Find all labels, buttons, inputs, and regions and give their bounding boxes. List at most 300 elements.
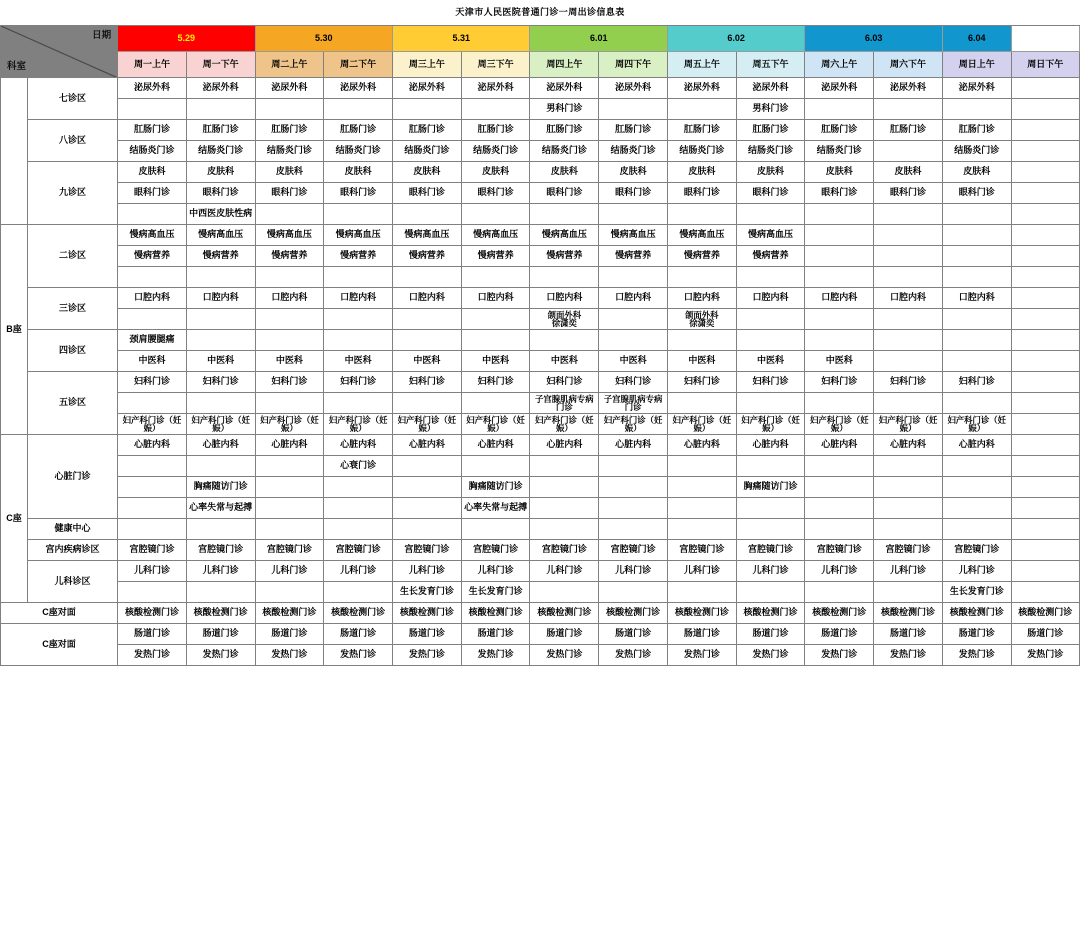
schedule-cell[interactable] bbox=[324, 477, 393, 498]
schedule-cell[interactable]: 慢病营养 bbox=[255, 246, 324, 267]
schedule-cell[interactable]: 妇产科门诊（妊娠） bbox=[461, 414, 530, 435]
schedule-cell[interactable]: 中医科 bbox=[255, 351, 324, 372]
day-column-header-1[interactable]: 周一上午 bbox=[118, 52, 187, 78]
schedule-cell[interactable] bbox=[393, 204, 462, 225]
schedule-cell[interactable]: 发热门诊 bbox=[186, 645, 255, 666]
schedule-cell[interactable] bbox=[118, 456, 187, 477]
day-column-header-5[interactable]: 周三上午 bbox=[393, 52, 462, 78]
schedule-cell[interactable]: 子宫腺肌病专病门诊 bbox=[530, 393, 599, 414]
schedule-cell[interactable] bbox=[324, 519, 393, 540]
schedule-cell[interactable]: 口腔内科 bbox=[599, 288, 668, 309]
schedule-cell[interactable] bbox=[255, 582, 324, 603]
schedule-cell[interactable] bbox=[942, 498, 1011, 519]
schedule-cell[interactable] bbox=[599, 519, 668, 540]
schedule-cell[interactable]: 慢病营养 bbox=[667, 246, 736, 267]
schedule-cell[interactable]: 口腔内科 bbox=[736, 288, 805, 309]
schedule-cell[interactable]: 发热门诊 bbox=[118, 645, 187, 666]
schedule-cell[interactable] bbox=[942, 351, 1011, 372]
schedule-cell[interactable] bbox=[667, 498, 736, 519]
schedule-cell[interactable] bbox=[461, 330, 530, 351]
schedule-cell[interactable]: 心脏内科 bbox=[186, 435, 255, 456]
schedule-cell[interactable] bbox=[530, 204, 599, 225]
schedule-cell[interactable] bbox=[805, 498, 874, 519]
schedule-cell[interactable] bbox=[1011, 519, 1079, 540]
schedule-cell[interactable]: 生长发育门诊 bbox=[393, 582, 462, 603]
schedule-cell[interactable]: 泌尿外科 bbox=[186, 78, 255, 99]
schedule-cell[interactable]: 儿科门诊 bbox=[805, 561, 874, 582]
schedule-cell[interactable]: 中医科 bbox=[805, 351, 874, 372]
schedule-cell[interactable]: 中医科 bbox=[186, 351, 255, 372]
schedule-cell[interactable]: 妇科门诊 bbox=[736, 372, 805, 393]
schedule-cell[interactable]: 宫腔镜门诊 bbox=[874, 540, 943, 561]
schedule-cell[interactable] bbox=[874, 309, 943, 330]
schedule-cell[interactable]: 口腔内科 bbox=[118, 288, 187, 309]
schedule-cell[interactable] bbox=[805, 204, 874, 225]
schedule-cell[interactable] bbox=[393, 393, 462, 414]
schedule-cell[interactable]: 肛肠门诊 bbox=[667, 120, 736, 141]
schedule-cell[interactable]: 妇科门诊 bbox=[255, 372, 324, 393]
schedule-cell[interactable] bbox=[1011, 309, 1079, 330]
schedule-cell[interactable]: 发热门诊 bbox=[874, 645, 943, 666]
schedule-cell[interactable]: 宫腔镜门诊 bbox=[805, 540, 874, 561]
schedule-cell[interactable]: 中医科 bbox=[736, 351, 805, 372]
schedule-cell[interactable]: 发热门诊 bbox=[1011, 645, 1079, 666]
schedule-cell[interactable] bbox=[393, 519, 462, 540]
schedule-cell[interactable] bbox=[393, 330, 462, 351]
schedule-cell[interactable] bbox=[874, 393, 943, 414]
day-column-header-4[interactable]: 周二下午 bbox=[324, 52, 393, 78]
schedule-cell[interactable] bbox=[874, 519, 943, 540]
schedule-cell[interactable] bbox=[1011, 477, 1079, 498]
day-column-header-13[interactable]: 周日上午 bbox=[942, 52, 1011, 78]
schedule-cell[interactable]: 中医科 bbox=[461, 351, 530, 372]
schedule-cell[interactable]: 皮肤科 bbox=[255, 162, 324, 183]
schedule-cell[interactable]: 宫腔镜门诊 bbox=[393, 540, 462, 561]
schedule-cell[interactable]: 发热门诊 bbox=[530, 645, 599, 666]
schedule-cell[interactable]: 胸痛随访门诊 bbox=[186, 477, 255, 498]
schedule-cell[interactable]: 颌面外科 徐潇奕 bbox=[667, 309, 736, 330]
schedule-cell[interactable]: 胸痛随访门诊 bbox=[461, 477, 530, 498]
schedule-cell[interactable]: 心脏内科 bbox=[255, 435, 324, 456]
schedule-cell[interactable] bbox=[1011, 540, 1079, 561]
schedule-cell[interactable]: 妇科门诊 bbox=[599, 372, 668, 393]
schedule-cell[interactable] bbox=[805, 477, 874, 498]
schedule-cell[interactable]: 宫腔镜门诊 bbox=[942, 540, 1011, 561]
schedule-cell[interactable]: 肛肠门诊 bbox=[874, 120, 943, 141]
schedule-cell[interactable]: 肠道门诊 bbox=[118, 624, 187, 645]
schedule-cell[interactable]: 核酸检测门诊 bbox=[530, 603, 599, 624]
schedule-cell[interactable]: 心脏内科 bbox=[599, 435, 668, 456]
schedule-cell[interactable]: 皮肤科 bbox=[942, 162, 1011, 183]
schedule-cell[interactable] bbox=[255, 204, 324, 225]
schedule-cell[interactable]: 妇科门诊 bbox=[667, 372, 736, 393]
schedule-cell[interactable]: 肛肠门诊 bbox=[255, 120, 324, 141]
schedule-cell[interactable] bbox=[1011, 246, 1079, 267]
schedule-cell[interactable] bbox=[1011, 78, 1079, 99]
schedule-cell[interactable]: 慢病高血压 bbox=[186, 225, 255, 246]
schedule-cell[interactable] bbox=[874, 351, 943, 372]
schedule-cell[interactable] bbox=[942, 204, 1011, 225]
schedule-cell[interactable]: 发热门诊 bbox=[324, 645, 393, 666]
schedule-cell[interactable]: 皮肤科 bbox=[599, 162, 668, 183]
schedule-cell[interactable]: 中医科 bbox=[667, 351, 736, 372]
schedule-cell[interactable]: 眼科门诊 bbox=[599, 183, 668, 204]
schedule-cell[interactable]: 发热门诊 bbox=[805, 645, 874, 666]
schedule-cell[interactable]: 心率失常与起搏 bbox=[186, 498, 255, 519]
schedule-cell[interactable] bbox=[805, 267, 874, 288]
schedule-cell[interactable] bbox=[530, 477, 599, 498]
schedule-cell[interactable]: 核酸检测门诊 bbox=[599, 603, 668, 624]
schedule-cell[interactable]: 结肠炎门诊 bbox=[186, 141, 255, 162]
schedule-cell[interactable]: 妇产科门诊（妊娠） bbox=[805, 414, 874, 435]
schedule-cell[interactable] bbox=[805, 309, 874, 330]
schedule-cell[interactable] bbox=[942, 246, 1011, 267]
schedule-cell[interactable]: 慢病营养 bbox=[599, 246, 668, 267]
schedule-cell[interactable] bbox=[599, 582, 668, 603]
schedule-cell[interactable]: 核酸检测门诊 bbox=[461, 603, 530, 624]
schedule-cell[interactable] bbox=[461, 519, 530, 540]
schedule-cell[interactable]: 儿科门诊 bbox=[186, 561, 255, 582]
schedule-cell[interactable]: 慢病高血压 bbox=[393, 225, 462, 246]
schedule-cell[interactable]: 肠道门诊 bbox=[530, 624, 599, 645]
schedule-cell[interactable] bbox=[942, 225, 1011, 246]
schedule-cell[interactable] bbox=[736, 456, 805, 477]
schedule-cell[interactable]: 眼科门诊 bbox=[736, 183, 805, 204]
schedule-cell[interactable]: 肠道门诊 bbox=[393, 624, 462, 645]
schedule-cell[interactable] bbox=[393, 309, 462, 330]
schedule-cell[interactable]: 结肠炎门诊 bbox=[530, 141, 599, 162]
schedule-cell[interactable]: 核酸检测门诊 bbox=[874, 603, 943, 624]
schedule-cell[interactable]: 慢病高血压 bbox=[118, 225, 187, 246]
schedule-cell[interactable] bbox=[1011, 372, 1079, 393]
schedule-cell[interactable] bbox=[255, 393, 324, 414]
schedule-cell[interactable] bbox=[530, 456, 599, 477]
schedule-cell[interactable]: 宫腔镜门诊 bbox=[599, 540, 668, 561]
schedule-cell[interactable] bbox=[1011, 204, 1079, 225]
schedule-cell[interactable]: 肛肠门诊 bbox=[118, 120, 187, 141]
schedule-cell[interactable]: 中医科 bbox=[530, 351, 599, 372]
schedule-cell[interactable] bbox=[599, 498, 668, 519]
schedule-cell[interactable]: 儿科门诊 bbox=[530, 561, 599, 582]
schedule-cell[interactable]: 结肠炎门诊 bbox=[942, 141, 1011, 162]
schedule-cell[interactable]: 慢病高血压 bbox=[667, 225, 736, 246]
schedule-cell[interactable]: 儿科门诊 bbox=[942, 561, 1011, 582]
schedule-cell[interactable] bbox=[461, 309, 530, 330]
schedule-cell[interactable]: 肛肠门诊 bbox=[530, 120, 599, 141]
schedule-cell[interactable] bbox=[1011, 393, 1079, 414]
schedule-cell[interactable]: 妇科门诊 bbox=[393, 372, 462, 393]
schedule-cell[interactable]: 肠道门诊 bbox=[736, 624, 805, 645]
schedule-cell[interactable]: 心衰门诊 bbox=[324, 456, 393, 477]
schedule-cell[interactable]: 生长发育门诊 bbox=[461, 582, 530, 603]
schedule-cell[interactable]: 肠道门诊 bbox=[1011, 624, 1079, 645]
schedule-cell[interactable]: 发热门诊 bbox=[255, 645, 324, 666]
schedule-cell[interactable]: 慢病高血压 bbox=[255, 225, 324, 246]
schedule-cell[interactable] bbox=[530, 330, 599, 351]
schedule-cell[interactable]: 中医科 bbox=[118, 351, 187, 372]
schedule-cell[interactable]: 妇科门诊 bbox=[874, 372, 943, 393]
schedule-cell[interactable]: 泌尿外科 bbox=[324, 78, 393, 99]
schedule-cell[interactable]: 儿科门诊 bbox=[736, 561, 805, 582]
schedule-cell[interactable]: 肠道门诊 bbox=[942, 624, 1011, 645]
schedule-cell[interactable] bbox=[393, 498, 462, 519]
schedule-cell[interactable]: 慢病高血压 bbox=[736, 225, 805, 246]
schedule-cell[interactable] bbox=[599, 267, 668, 288]
schedule-cell[interactable]: 儿科门诊 bbox=[324, 561, 393, 582]
schedule-cell[interactable]: 泌尿外科 bbox=[667, 78, 736, 99]
schedule-cell[interactable] bbox=[599, 99, 668, 120]
schedule-cell[interactable]: 中医科 bbox=[599, 351, 668, 372]
schedule-cell[interactable]: 结肠炎门诊 bbox=[393, 141, 462, 162]
schedule-cell[interactable]: 眼科门诊 bbox=[461, 183, 530, 204]
schedule-cell[interactable]: 眼科门诊 bbox=[805, 183, 874, 204]
schedule-cell[interactable]: 泌尿外科 bbox=[118, 78, 187, 99]
schedule-cell[interactable] bbox=[324, 393, 393, 414]
schedule-cell[interactable] bbox=[1011, 141, 1079, 162]
schedule-cell[interactable]: 结肠炎门诊 bbox=[667, 141, 736, 162]
schedule-cell[interactable]: 口腔内科 bbox=[874, 288, 943, 309]
schedule-cell[interactable]: 肠道门诊 bbox=[461, 624, 530, 645]
schedule-cell[interactable] bbox=[805, 246, 874, 267]
schedule-cell[interactable]: 泌尿外科 bbox=[599, 78, 668, 99]
schedule-cell[interactable] bbox=[461, 99, 530, 120]
schedule-cell[interactable] bbox=[599, 477, 668, 498]
schedule-cell[interactable] bbox=[118, 582, 187, 603]
schedule-cell[interactable]: 中医科 bbox=[324, 351, 393, 372]
schedule-cell[interactable]: 宫腔镜门诊 bbox=[461, 540, 530, 561]
schedule-cell[interactable]: 口腔内科 bbox=[530, 288, 599, 309]
schedule-cell[interactable]: 儿科门诊 bbox=[255, 561, 324, 582]
schedule-cell[interactable]: 心脏内科 bbox=[393, 435, 462, 456]
schedule-cell[interactable]: 肠道门诊 bbox=[186, 624, 255, 645]
schedule-cell[interactable]: 肛肠门诊 bbox=[736, 120, 805, 141]
schedule-cell[interactable]: 心脏内科 bbox=[667, 435, 736, 456]
schedule-cell[interactable]: 发热门诊 bbox=[667, 645, 736, 666]
schedule-cell[interactable]: 结肠炎门诊 bbox=[255, 141, 324, 162]
schedule-cell[interactable]: 皮肤科 bbox=[118, 162, 187, 183]
schedule-cell[interactable]: 口腔内科 bbox=[255, 288, 324, 309]
schedule-cell[interactable] bbox=[736, 582, 805, 603]
schedule-cell[interactable]: 慢病高血压 bbox=[324, 225, 393, 246]
schedule-cell[interactable]: 慢病营养 bbox=[461, 246, 530, 267]
schedule-cell[interactable] bbox=[942, 519, 1011, 540]
schedule-cell[interactable]: 慢病营养 bbox=[186, 246, 255, 267]
schedule-cell[interactable]: 口腔内科 bbox=[805, 288, 874, 309]
schedule-cell[interactable]: 肠道门诊 bbox=[255, 624, 324, 645]
schedule-cell[interactable] bbox=[1011, 288, 1079, 309]
schedule-cell[interactable]: 胸痛随访门诊 bbox=[736, 477, 805, 498]
schedule-cell[interactable] bbox=[1011, 435, 1079, 456]
schedule-cell[interactable]: 眼科门诊 bbox=[530, 183, 599, 204]
schedule-cell[interactable]: 肠道门诊 bbox=[667, 624, 736, 645]
schedule-cell[interactable] bbox=[667, 582, 736, 603]
schedule-cell[interactable]: 心脏内科 bbox=[736, 435, 805, 456]
schedule-cell[interactable] bbox=[530, 498, 599, 519]
schedule-cell[interactable]: 皮肤科 bbox=[324, 162, 393, 183]
schedule-cell[interactable] bbox=[186, 309, 255, 330]
schedule-cell[interactable]: 泌尿外科 bbox=[942, 78, 1011, 99]
schedule-cell[interactable]: 宫腔镜门诊 bbox=[667, 540, 736, 561]
schedule-cell[interactable] bbox=[942, 267, 1011, 288]
schedule-cell[interactable] bbox=[393, 267, 462, 288]
schedule-cell[interactable] bbox=[255, 456, 324, 477]
schedule-cell[interactable] bbox=[599, 330, 668, 351]
schedule-cell[interactable]: 泌尿外科 bbox=[530, 78, 599, 99]
schedule-cell[interactable]: 妇产科门诊（妊娠） bbox=[324, 414, 393, 435]
schedule-cell[interactable]: 发热门诊 bbox=[942, 645, 1011, 666]
schedule-cell[interactable] bbox=[461, 456, 530, 477]
schedule-cell[interactable]: 妇科门诊 bbox=[324, 372, 393, 393]
schedule-cell[interactable]: 男科门诊 bbox=[530, 99, 599, 120]
day-column-header-14[interactable]: 周日下午 bbox=[1011, 52, 1079, 78]
schedule-cell[interactable]: 泌尿外科 bbox=[393, 78, 462, 99]
schedule-cell[interactable] bbox=[805, 99, 874, 120]
schedule-cell[interactable]: 泌尿外科 bbox=[255, 78, 324, 99]
schedule-cell[interactable]: 眼科门诊 bbox=[324, 183, 393, 204]
schedule-cell[interactable] bbox=[255, 330, 324, 351]
schedule-cell[interactable] bbox=[118, 309, 187, 330]
schedule-cell[interactable]: 中医科 bbox=[393, 351, 462, 372]
schedule-cell[interactable]: 妇产科门诊（妊娠） bbox=[118, 414, 187, 435]
schedule-cell[interactable]: 子宫腺肌病专病门诊 bbox=[599, 393, 668, 414]
schedule-cell[interactable] bbox=[1011, 120, 1079, 141]
schedule-cell[interactable]: 发热门诊 bbox=[393, 645, 462, 666]
schedule-cell[interactable]: 慢病营养 bbox=[530, 246, 599, 267]
schedule-cell[interactable] bbox=[118, 99, 187, 120]
schedule-cell[interactable] bbox=[874, 582, 943, 603]
schedule-cell[interactable] bbox=[255, 99, 324, 120]
schedule-cell[interactable] bbox=[599, 309, 668, 330]
schedule-cell[interactable]: 宫腔镜门诊 bbox=[255, 540, 324, 561]
schedule-cell[interactable]: 结肠炎门诊 bbox=[599, 141, 668, 162]
schedule-cell[interactable]: 眼科门诊 bbox=[255, 183, 324, 204]
schedule-cell[interactable]: 结肠炎门诊 bbox=[324, 141, 393, 162]
schedule-cell[interactable]: 生长发育门诊 bbox=[942, 582, 1011, 603]
schedule-cell[interactable] bbox=[1011, 99, 1079, 120]
schedule-cell[interactable] bbox=[736, 330, 805, 351]
schedule-cell[interactable] bbox=[667, 267, 736, 288]
schedule-cell[interactable]: 口腔内科 bbox=[942, 288, 1011, 309]
schedule-cell[interactable]: 结肠炎门诊 bbox=[805, 141, 874, 162]
schedule-cell[interactable]: 慢病高血压 bbox=[461, 225, 530, 246]
schedule-cell[interactable]: 慢病高血压 bbox=[530, 225, 599, 246]
schedule-cell[interactable]: 皮肤科 bbox=[667, 162, 736, 183]
schedule-cell[interactable] bbox=[1011, 162, 1079, 183]
schedule-cell[interactable]: 妇科门诊 bbox=[118, 372, 187, 393]
schedule-cell[interactable]: 肛肠门诊 bbox=[942, 120, 1011, 141]
schedule-cell[interactable] bbox=[942, 99, 1011, 120]
schedule-cell[interactable] bbox=[1011, 183, 1079, 204]
schedule-cell[interactable]: 妇产科门诊（妊娠） bbox=[393, 414, 462, 435]
schedule-cell[interactable] bbox=[1011, 498, 1079, 519]
schedule-cell[interactable] bbox=[874, 225, 943, 246]
schedule-cell[interactable] bbox=[324, 99, 393, 120]
schedule-cell[interactable] bbox=[118, 519, 187, 540]
schedule-cell[interactable] bbox=[461, 267, 530, 288]
schedule-cell[interactable]: 心脏内科 bbox=[942, 435, 1011, 456]
schedule-cell[interactable]: 妇科门诊 bbox=[942, 372, 1011, 393]
schedule-cell[interactable]: 肛肠门诊 bbox=[393, 120, 462, 141]
schedule-cell[interactable]: 肛肠门诊 bbox=[461, 120, 530, 141]
schedule-cell[interactable] bbox=[667, 477, 736, 498]
schedule-cell[interactable] bbox=[667, 204, 736, 225]
schedule-cell[interactable] bbox=[324, 204, 393, 225]
schedule-cell[interactable] bbox=[118, 477, 187, 498]
schedule-cell[interactable] bbox=[530, 267, 599, 288]
schedule-cell[interactable]: 核酸检测门诊 bbox=[1011, 603, 1079, 624]
schedule-cell[interactable]: 心脏内科 bbox=[324, 435, 393, 456]
schedule-cell[interactable]: 颌面外科 徐潇奕 bbox=[530, 309, 599, 330]
schedule-cell[interactable]: 中西医皮肤性病 bbox=[186, 204, 255, 225]
schedule-cell[interactable] bbox=[255, 309, 324, 330]
schedule-cell[interactable] bbox=[942, 309, 1011, 330]
schedule-cell[interactable] bbox=[461, 204, 530, 225]
schedule-cell[interactable]: 慢病营养 bbox=[393, 246, 462, 267]
day-column-header-10[interactable]: 周五下午 bbox=[736, 52, 805, 78]
schedule-cell[interactable]: 核酸检测门诊 bbox=[736, 603, 805, 624]
schedule-cell[interactable]: 肛肠门诊 bbox=[599, 120, 668, 141]
schedule-cell[interactable] bbox=[874, 267, 943, 288]
schedule-cell[interactable] bbox=[530, 519, 599, 540]
schedule-cell[interactable]: 肠道门诊 bbox=[805, 624, 874, 645]
schedule-cell[interactable] bbox=[1011, 225, 1079, 246]
day-column-header-6[interactable]: 周三下午 bbox=[461, 52, 530, 78]
schedule-cell[interactable]: 妇产科门诊（妊娠） bbox=[255, 414, 324, 435]
schedule-cell[interactable] bbox=[324, 267, 393, 288]
schedule-cell[interactable]: 发热门诊 bbox=[599, 645, 668, 666]
schedule-cell[interactable]: 结肠炎门诊 bbox=[461, 141, 530, 162]
schedule-cell[interactable]: 儿科门诊 bbox=[461, 561, 530, 582]
schedule-cell[interactable] bbox=[874, 498, 943, 519]
schedule-cell[interactable]: 眼科门诊 bbox=[393, 183, 462, 204]
schedule-cell[interactable]: 儿科门诊 bbox=[118, 561, 187, 582]
schedule-cell[interactable]: 妇科门诊 bbox=[530, 372, 599, 393]
schedule-cell[interactable]: 皮肤科 bbox=[805, 162, 874, 183]
schedule-cell[interactable]: 慢病营养 bbox=[118, 246, 187, 267]
schedule-cell[interactable]: 心脏内科 bbox=[530, 435, 599, 456]
schedule-cell[interactable] bbox=[805, 519, 874, 540]
schedule-cell[interactable] bbox=[1011, 351, 1079, 372]
schedule-cell[interactable]: 妇产科门诊（妊娠） bbox=[874, 414, 943, 435]
schedule-cell[interactable]: 心脏内科 bbox=[461, 435, 530, 456]
schedule-cell[interactable]: 儿科门诊 bbox=[874, 561, 943, 582]
schedule-cell[interactable] bbox=[874, 99, 943, 120]
schedule-cell[interactable]: 口腔内科 bbox=[667, 288, 736, 309]
schedule-cell[interactable]: 核酸检测门诊 bbox=[186, 603, 255, 624]
schedule-cell[interactable] bbox=[1011, 414, 1079, 435]
schedule-cell[interactable] bbox=[805, 582, 874, 603]
schedule-cell[interactable]: 儿科门诊 bbox=[667, 561, 736, 582]
day-column-header-3[interactable]: 周二上午 bbox=[255, 52, 324, 78]
day-column-header-11[interactable]: 周六上午 bbox=[805, 52, 874, 78]
day-column-header-8[interactable]: 周四下午 bbox=[599, 52, 668, 78]
schedule-cell[interactable] bbox=[942, 477, 1011, 498]
schedule-cell[interactable] bbox=[874, 246, 943, 267]
schedule-cell[interactable]: 口腔内科 bbox=[461, 288, 530, 309]
schedule-cell[interactable]: 口腔内科 bbox=[324, 288, 393, 309]
schedule-cell[interactable] bbox=[324, 582, 393, 603]
schedule-cell[interactable]: 宫腔镜门诊 bbox=[186, 540, 255, 561]
schedule-cell[interactable]: 慢病高血压 bbox=[599, 225, 668, 246]
schedule-cell[interactable] bbox=[736, 393, 805, 414]
schedule-cell[interactable] bbox=[186, 267, 255, 288]
schedule-cell[interactable]: 妇产科门诊（妊娠） bbox=[530, 414, 599, 435]
schedule-cell[interactable] bbox=[118, 267, 187, 288]
schedule-cell[interactable]: 宫腔镜门诊 bbox=[736, 540, 805, 561]
schedule-cell[interactable] bbox=[599, 456, 668, 477]
schedule-cell[interactable]: 核酸检测门诊 bbox=[118, 603, 187, 624]
schedule-cell[interactable]: 宫腔镜门诊 bbox=[118, 540, 187, 561]
